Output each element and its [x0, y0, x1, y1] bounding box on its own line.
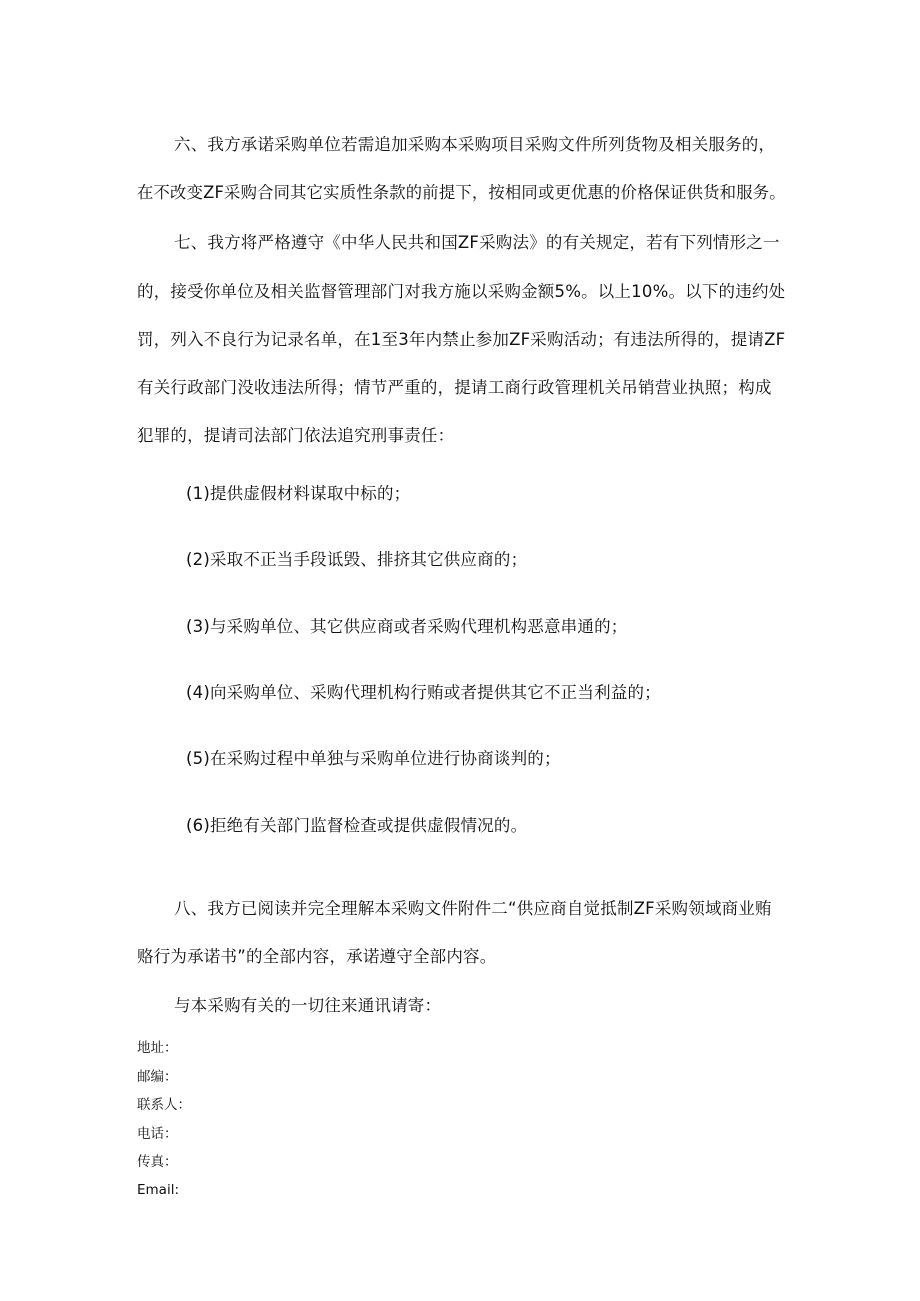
- clause-7-line-2: 的，接受你单位及相关监督管理部门对我方施以采购金额5%。以上10%。以下的违约处: [137, 282, 786, 301]
- clause-7-line-1: 七、我方将严格遵守《中华人民共和国ZF采购法》的有关规定，若有下列情形之一: [174, 233, 780, 252]
- list-item-3: (3)与采购单位、其它供应商或者采购代理机构恶意串通的；: [186, 617, 628, 636]
- postcode-label: 邮编：: [137, 1069, 178, 1085]
- clause-7-line-4: 有关行政部门没收违法所得；情节严重的，提请工商行政管理机关吊销营业执照；构成: [137, 378, 772, 397]
- clause-8-line-1: 八、我方已阅读并完全理解本采购文件附件二“供应商自觉抵制ZF采购领域商业贿: [174, 899, 772, 918]
- clause-6-line-1: 六、我方承诺采购单位若需追加采购本采购项目采购文件所列货物及相关服务的，: [174, 135, 776, 154]
- phone-label: 电话：: [137, 1126, 178, 1142]
- list-item-4: (4)向采购单位、采购代理机构行贿或者提供其它不正当利益的；: [186, 683, 661, 702]
- fax-label: 传真：: [137, 1154, 178, 1170]
- clause-8-line-2: 赂行为承诺书”的全部内容，承诺遵守全部内容。: [137, 947, 497, 966]
- clause-7-line-5: 犯罪的，提请司法部门依法追究刑事责任：: [137, 426, 455, 445]
- clause-6-line-2: 在不改变ZF采购合同其它实质性条款的前提下，按相同或更优惠的价格保证供货和服务。: [137, 183, 786, 202]
- address-label: 地址：: [137, 1040, 178, 1056]
- list-item-1: (1)提供虚假材料谋取中标的；: [186, 484, 411, 503]
- email-label: Email:: [137, 1182, 180, 1198]
- contact-person-label: 联系人：: [137, 1097, 191, 1113]
- list-item-6: (6)拒绝有关部门监督检查或提供虚假情况的。: [186, 816, 528, 835]
- list-item-5: (5)在采购过程中单独与采购单位进行协商谈判的；: [186, 749, 561, 768]
- list-item-2: (2)采取不正当手段诋毁、排挤其它供应商的；: [186, 550, 528, 569]
- clause-7-line-3: 罚，列入不良行为记录名单，在1至3年内禁止参加ZF采购活动；有违法所得的，提请ZF: [137, 330, 786, 349]
- contact-intro: 与本采购有关的一切往来通讯请寄：: [174, 996, 442, 1015]
